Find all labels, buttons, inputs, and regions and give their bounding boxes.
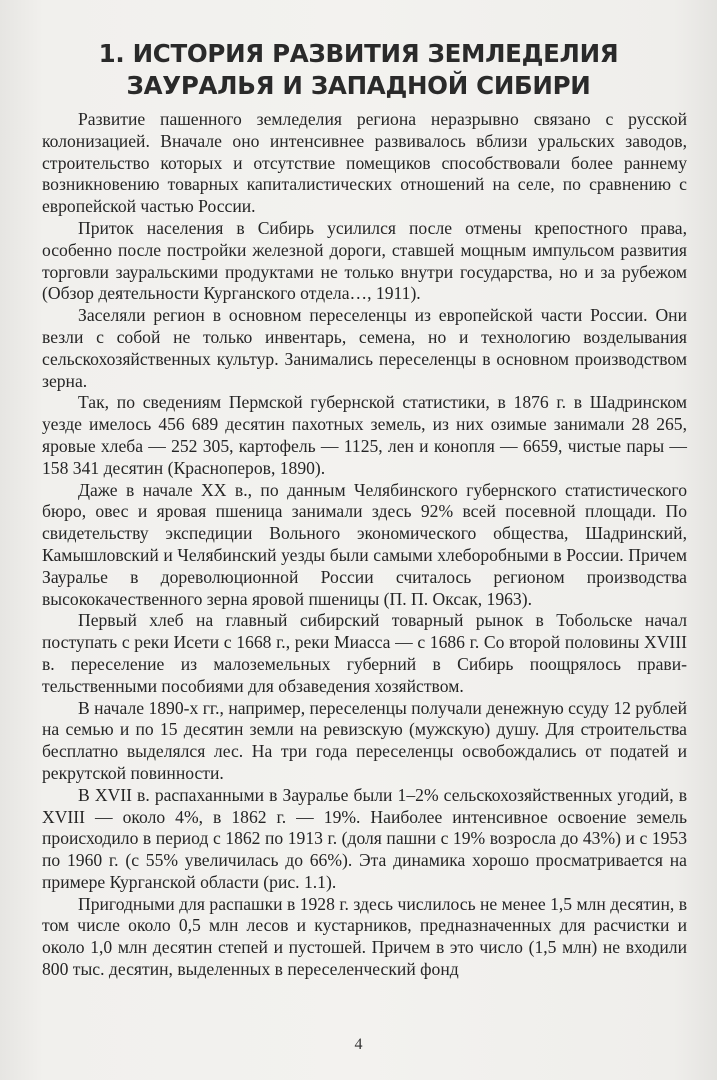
paragraph: Приток населения в Сибирь усилился после отмены крепостного права, особенно после постройки железной дороги, ставшей мощным импульсом развития торговли зауральскими продуктами не только внутри государства, но и за рубежом (Обзор деятельности Курганского отдела…, 1911). [42,217,687,304]
paragraph: В начале 1890-х гг., например, переселенцы получали денежную ссуду 12 рублей на семью и по 15 десятин земли на ревизскую (мужскую) душу. Для строительства бесплатно выделялся лес. На три года переселенцы освобождались от податей и рекрутской повинности. [42,697,687,783]
paragraph: В XVII в. распаханными в Зауралье были 1–2% сельскохозяйственных угодий, в XVIII — около 4%, в 1862 г. — 19%. Наиболее интенсивное освоение земель происходило в период с 1862 по 1913 г. (доля пашни с 19% возросла до 43%) и с 1953 по 1960 г. (с 55% увеличилась до 66%). Эта динамика хорошо просматривается на примере Курганской области (рис. 1.1). [42,784,687,892]
paragraph: Так, по сведениям Пермской губернской статистики, в 1876 г. в Шадринском уезде имелось 456 689 десятин пахотных земель, из них озимые занимали 28 265, яровые хлеба — 252 305, картофель — 1125, лен и конопля — 6659, чистые пары — 158 341 десятин (Красноперов, 1890). [42,392,687,478]
page-number: 4 [354,1036,363,1053]
chapter-title [40,38,677,102]
body-text [42,109,687,981]
paragraph: Первый хлеб на главный сибирский товарный рынок в Тобольске начал поступать с реки Исети с 1668 г., реки Миасса — с 1686 г. Со второй половины XVIII в. переселение из малоземельных губерний в Сибирь поощрялось правительственными пособиями для обзаведения хозяйством. [42,610,687,696]
paragraph: Заселяли регион в основном переселенцы из европейской части России. Они везли с собой не только инвентарь, семена, но и технологию возделывания сельскохозяйственных культур. Занимались переселенцы в основном производством зерна. [42,305,687,391]
paragraph: Даже в начале XX в., по данным Челябинского губернского статистического бюро, овес и яровая пшеница занимали здесь 92% всей посевной площади. По свидетельству экспедиции Вольного экономического общества, Шадринский, Камышловский и Челябинский уезды были самыми хлеборобными в России. Причем Зауралье в дореволюционной России считалось регионом производства высококачественного зерна яровой пшеницы (П. П. Оксак, 1963). [42,479,687,609]
paragraph: Пригодными для распашки в 1928 г. здесь числилось не менее 1,5 млн десятин, в том числе около 0,5 млн лесов и кустарников, предназначенных для расчистки и около 1,0 млн десятин степей и пустошей. Причем в это число (1,5 млн) не входили 800 тыс. десятин, выделенных в переселенческий фонд [42,893,687,980]
chapter-title-line-2: ЗАУРАЛЬЯ И ЗАПАДНОЙ СИБИРИ [126,71,591,100]
chapter-title-line-1: 1. ИСТОРИЯ РАЗВИТИЯ ЗЕМЛЕДЕЛИЯ [98,39,619,68]
paragraph: Развитие пашенного земледелия региона неразрывно связано с русской колонизацией. Вначале оно интенсивнее развивалось вблизи уральских заводов, строительство которых и отсутствие помещиков способствовали более раннему возникновению товарных капиталистических отношений на селе, по сравнению с европейской частью России. [42,109,687,217]
